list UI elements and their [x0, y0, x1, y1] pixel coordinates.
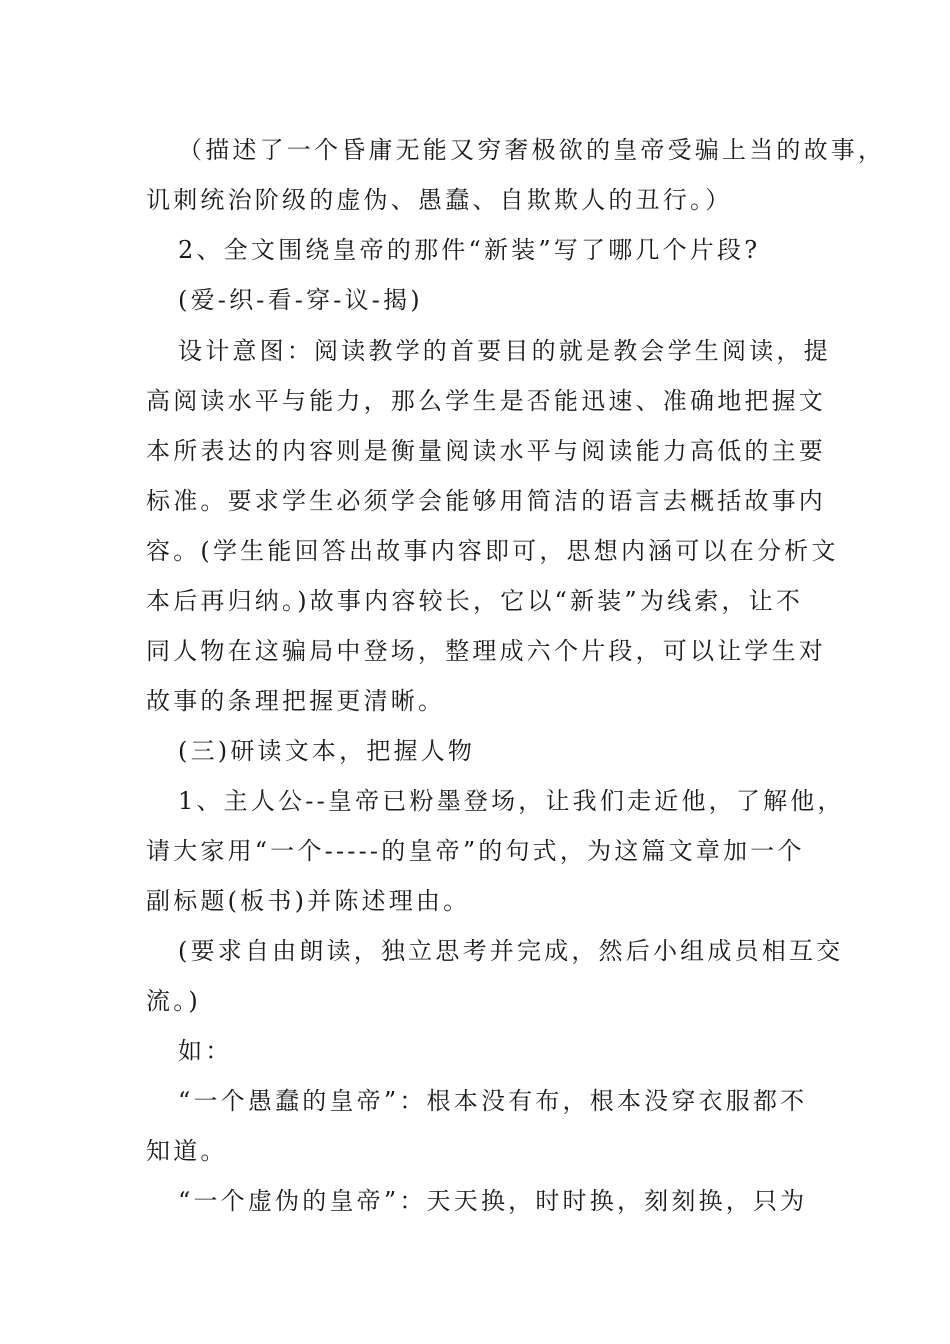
text-line-21: 知道。: [146, 1137, 228, 1165]
text-line-4: (爱-织-看-穿-议-揭): [178, 286, 423, 314]
text-line-14: 1、主人公--皇帝已粉墨登场，让我们走近他，了解他，: [178, 787, 845, 815]
text-line-8: 标准。要求学生必须学会能够用简洁的语言去概括故事内: [146, 487, 826, 515]
text-line-6: 高阅读水平与能力，那么学生是否能迅速、准确地把握文: [146, 387, 826, 415]
text-line-2: 讥刺统治阶级的虚伪、愚蠢、自欺欺人的丑行。）: [146, 186, 733, 214]
text-line-11: 同人物在这骗局中登场，整理成六个片段，可以让学生对: [146, 637, 826, 665]
text-line-12: 故事的条理把握更清晰。: [146, 687, 446, 715]
text-line-18: 流。): [146, 987, 201, 1015]
text-line-22: “一个虚伪的皇帝”：天天换，时时换，刻刻换，只为: [178, 1187, 808, 1215]
text-line-9: 容。(学生能回答出故事内容即可，思想内涵可以在分析文: [146, 537, 839, 565]
text-line-10: 本后再归纳。)故事内容较长，它以“新装”为线索，让不: [146, 587, 804, 615]
text-line-15: 请大家用“一个-----的皇帝”的句式，为这篇文章加一个: [146, 837, 805, 865]
text-line-1: （描述了一个昏庸无能又穷奢极欲的皇帝受骗上当的故事，: [178, 136, 886, 164]
text-line-19: 如：: [178, 1037, 233, 1065]
text-line-16: 副标题(板书)并陈述理由。: [146, 887, 471, 915]
text-line-20: “一个愚蠢的皇帝”：根本没有布，根本没穿衣服都不: [178, 1087, 808, 1115]
text-line-7: 本所表达的内容则是衡量阅读水平与阅读能力高低的主要: [146, 437, 826, 465]
text-line-13: (三)研读文本，把握人物: [178, 737, 476, 765]
text-line-5: 设计意图：阅读教学的首要目的就是教会学生阅读，提: [178, 337, 831, 365]
text-line-3: 2、全文围绕皇帝的那件“新装”写了哪几个片段?: [178, 236, 761, 264]
text-line-17: (要求自由朗读，独立思考并完成，然后小组成员相互交: [178, 937, 844, 965]
